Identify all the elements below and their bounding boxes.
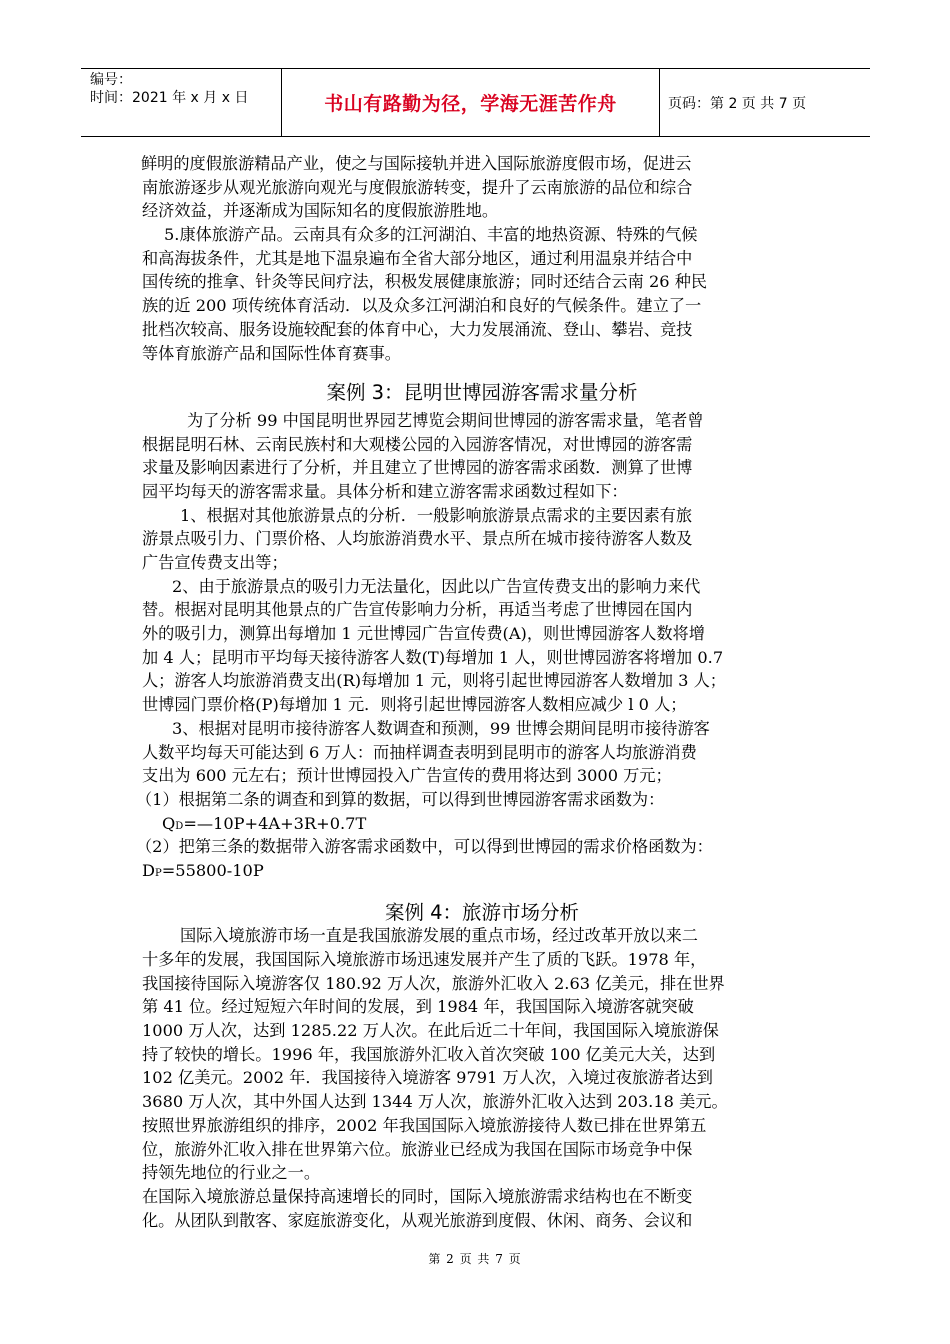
equation-subscript: P bbox=[154, 867, 162, 879]
text-line: 游景点吸引力、门票价格、人均旅游消费水平、景点所在城市接待游客人数及 bbox=[142, 529, 693, 549]
text-line: 国传统的推拿、针灸等民间疗法，积极发展健康旅游；同时还结合云南 26 种民 bbox=[142, 272, 708, 292]
text-line: 园平均每天的游客需求量。具体分析和建立游客需求函数过程如下： bbox=[142, 481, 628, 501]
header-time: 时间：2021 年 x 月 x 日 bbox=[90, 90, 249, 106]
text-line: 广告宣传费支出等； bbox=[142, 553, 288, 573]
equation-symbol: Q bbox=[162, 813, 176, 833]
text-line: 2、由于旅游景点的吸引力无法量化，因此以广告宣传费支出的影响力来代 bbox=[172, 576, 701, 596]
text-line: 鲜明的度假旅游精品产业，使之与国际接轨并进入国际旅游度假市场，促进云 bbox=[141, 154, 692, 173]
text-line: 持领先地位的行业之一。 bbox=[142, 1163, 321, 1183]
paragraph-inbound-market bbox=[142, 924, 822, 1185]
equation-body: =—10P+4A+3R+0.7T bbox=[183, 813, 367, 833]
text-line: 和高海拔条件，尤其是地下温泉遍布全省大部分地区，通过利用温泉并结合中 bbox=[142, 248, 693, 268]
heading-case-3: 案例 3：昆明世博园游客需求量分析 bbox=[326, 381, 638, 405]
text-line: 人数平均每天可能达到 6 万人：而抽样调查表明到昆明市的游客人均旅游消费 bbox=[142, 742, 697, 762]
text-demand-function-intro: （1）根据第二条的调查和到算的数据，可以得到世博园游客需求函数为： bbox=[136, 789, 665, 809]
text-line: 5.康体旅游产品。云南具有众多的江河湖泊、丰富的地热资源、特殊的气候 bbox=[164, 225, 698, 245]
heading-case-4: 案例 4：旅游市场分析 bbox=[384, 900, 580, 924]
text-line: 国际入境旅游市场一直是我国旅游发展的重点市场，经过改革开放以来二 bbox=[180, 926, 698, 946]
text-line: 第 41 位。经过短短六年时间的发展，到 1984 年，我国国际入境游客就突破 bbox=[142, 997, 694, 1017]
text-line: 加 4 人；昆明市平均每天接待游客人数(T)每增加 1 人，则世博园游客将增加 0.7 bbox=[142, 647, 724, 667]
header-motto: 书山有路勤为径，学海无涯苦作舟 bbox=[282, 69, 660, 136]
text-price-function-intro: （2）把第三条的数据带入游客需求函数中，可以得到世博园的需求价格函数为： bbox=[136, 837, 713, 857]
equation-body: =55800-10P bbox=[161, 860, 264, 880]
text-line: 经济效益，并逐渐成为国际知名的度假旅游胜地。 bbox=[142, 201, 499, 221]
text-line: 化。从团队到散客、家庭旅游变化，从观光旅游到度假、休闲、商务、会议和 bbox=[142, 1210, 693, 1230]
text-line: 1、根据对其他旅游景点的分析．一般影响旅游景点需求的主要因素有旅 bbox=[180, 505, 693, 525]
paragraph-resort-tourism bbox=[142, 152, 822, 223]
equation-price-function bbox=[142, 859, 822, 883]
page-header bbox=[81, 68, 870, 137]
text-line: 南旅游逐步从观光旅游向观光与度假旅游转变，提升了云南旅游的品位和综合 bbox=[142, 177, 693, 197]
text-line: 按照世界旅游组织的排序，2002 年我国国际入境旅游接待人数已排在世界第五 bbox=[142, 1115, 707, 1135]
text-line: 支出为 600 元左右；预计世博园投入广告宣传的费用将达到 3000 万元； bbox=[142, 766, 672, 786]
text-line: 位，旅游外汇收入排在世界第六位。旅游业已经成为我国在国际市场竞争中保 bbox=[142, 1139, 693, 1159]
text-line: 等体育旅游产品和国际性体育赛事。 bbox=[142, 343, 401, 363]
text-line: 为了分析 99 中国昆明世界园艺博览会期间世博园的游客需求量，笔者曾 bbox=[187, 410, 704, 430]
document-body bbox=[136, 152, 822, 1232]
page-footer: 第 2 页 共 7 页 bbox=[428, 1252, 522, 1266]
equation-subscript: D bbox=[175, 820, 184, 832]
text-line: 在国际入境旅游总量保持高速增长的同时，国际入境旅游需求结构也在不断变 bbox=[142, 1186, 693, 1206]
paragraph-case-3-intro bbox=[142, 409, 822, 504]
paragraph-item-2 bbox=[142, 575, 822, 717]
text-line: 人；游客人均旅游消费支出(R)每增加 1 元，则将引起世博园游客人数增加 3 人； bbox=[142, 671, 726, 691]
text-line: 3、根据对昆明市接待游客人数调查和预测，99 世博会期间昆明市接待游客 bbox=[172, 718, 710, 738]
text-line: 根据昆明石林、云南民族村和大观楼公园的入园游客情况，对世博园的游客需 bbox=[142, 434, 693, 454]
text-line: 批档次较高、服务设施较配套的体育中心，大力发展涌流、登山、攀岩、竞技 bbox=[142, 319, 693, 339]
text-line: 世博园门票价格(P)每增加 1 元．则将引起世博园游客人数相应减少 l 0 人； bbox=[142, 695, 687, 715]
paragraph-item-3 bbox=[142, 717, 822, 788]
equation-symbol: D bbox=[142, 860, 155, 880]
paragraph-health-tourism bbox=[142, 223, 822, 365]
header-number: 编号： bbox=[90, 72, 132, 88]
equation-demand-function bbox=[142, 812, 822, 836]
text-line: 3680 万人次，其中外国人达到 1344 万人次，旅游外汇收入达到 203.18 美元。 bbox=[142, 1092, 728, 1112]
header-page-number: 页码：第 2 页 共 7 页 bbox=[668, 95, 807, 112]
text-line: 我国接待国际入境游客仅 180.92 万人次，旅游外汇收入 2.63 亿美元，排在世界 bbox=[142, 973, 725, 993]
header-meta bbox=[81, 69, 282, 136]
text-line: 族的近 200 项传统体育活动．以及众多江河湖泊和良好的气候条件。建立了一 bbox=[142, 296, 702, 316]
text-line: 十多年的发展，我国国际入境旅游市场迅速发展并产生了质的飞跃。1978 年， bbox=[142, 950, 707, 970]
paragraph-demand-structure bbox=[142, 1185, 822, 1232]
text-line: 102 亿美元。2002 年．我国接待入境游客 9791 万人次，入境过夜旅游者达到 bbox=[142, 1068, 713, 1088]
text-line: 持了较快的增长。1996 年，我国旅游外汇收入首次突破 100 亿美元大关，达到 bbox=[142, 1044, 716, 1064]
text-line: 1000 万人次，达到 1285.22 万人次。在此后近二十年间，我国国际入境旅游保 bbox=[142, 1021, 719, 1041]
text-line: 替。根据对昆明其他景点的广告宣传影响力分析，再适当考虑了世博园在国内 bbox=[142, 600, 693, 620]
text-line: 求量及影响因素进行了分析，并且建立了世博园的游客需求函数．测算了世博 bbox=[142, 458, 693, 478]
paragraph-item-1 bbox=[142, 504, 822, 575]
text-line: 外的吸引力，测算出每增加 1 元世博园广告宣传费(A)，则世博园游客人数将增 bbox=[142, 624, 705, 644]
